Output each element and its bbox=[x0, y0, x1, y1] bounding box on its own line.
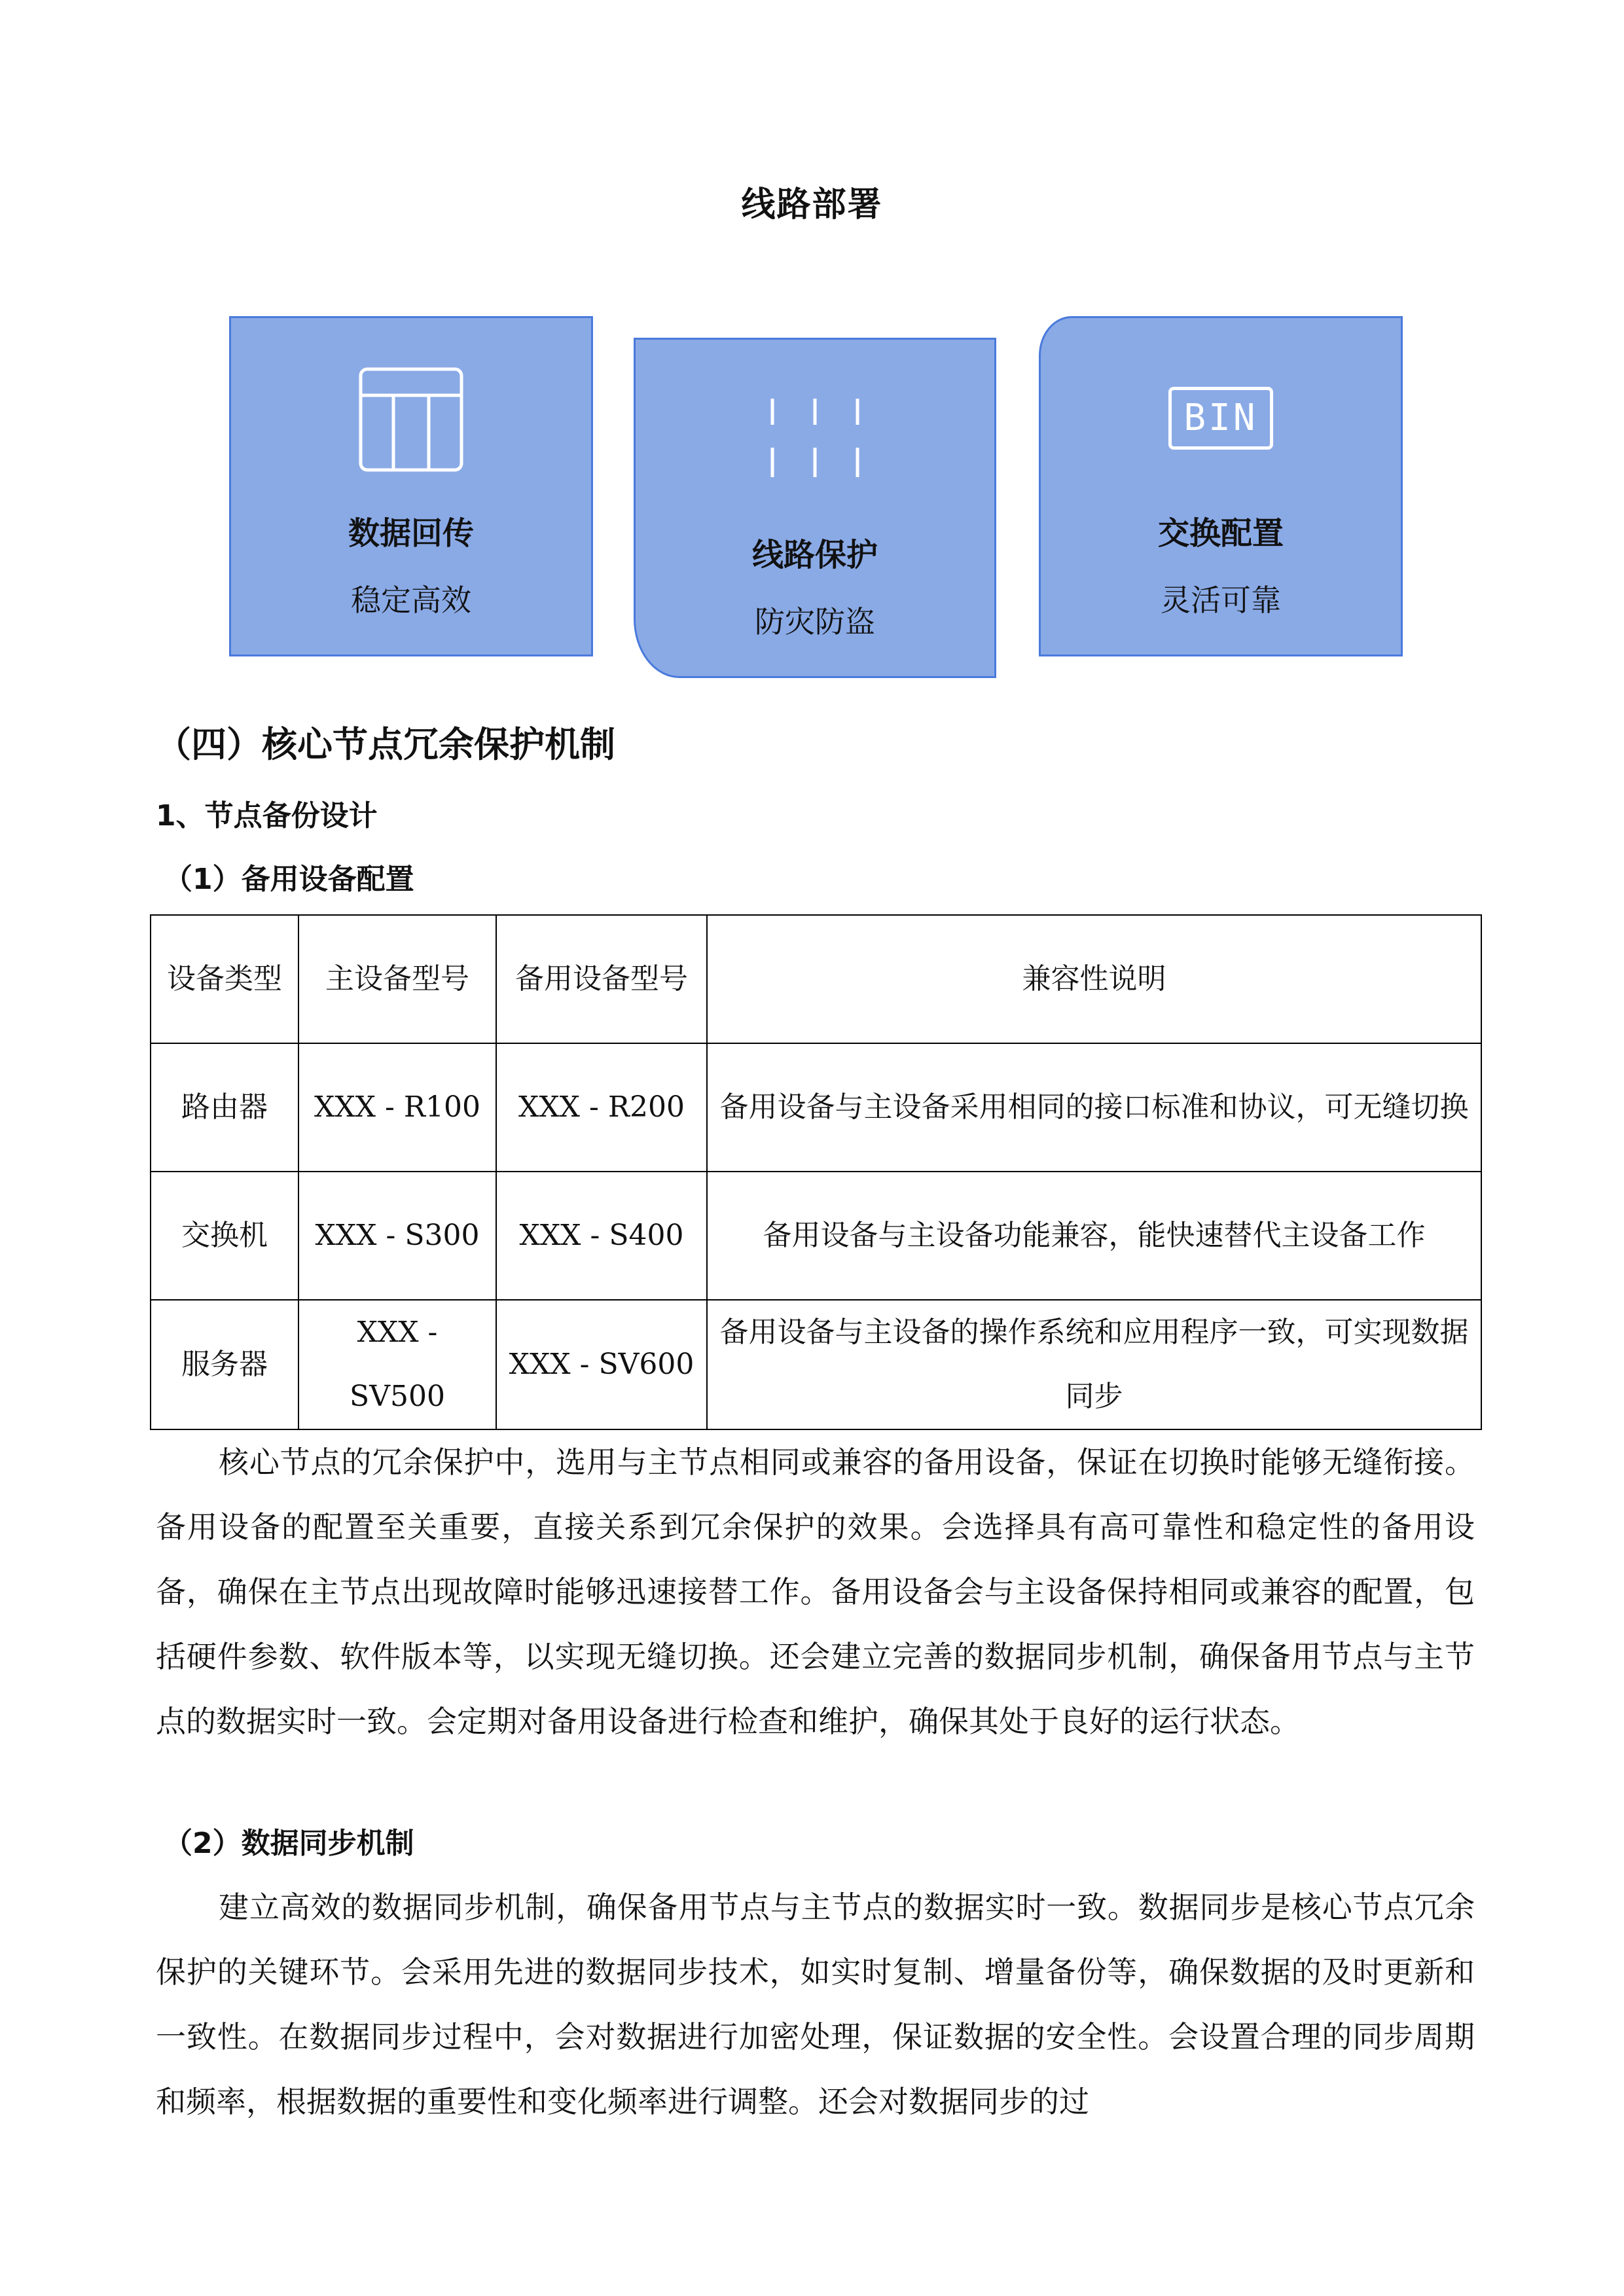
table-row bbox=[151, 1043, 1481, 1172]
table-cell: XXX - R200 bbox=[496, 1043, 707, 1172]
card-title: 数据回传 bbox=[348, 515, 474, 552]
card-title: 线路保护 bbox=[751, 537, 878, 573]
table-cell: 路由器 bbox=[151, 1043, 298, 1172]
section-heading: （四）核心节点冗余保护机制 bbox=[156, 724, 615, 765]
table-header: 备用设备型号 bbox=[496, 915, 707, 1043]
table-header: 设备类型 bbox=[151, 915, 298, 1043]
table-row bbox=[151, 1300, 1481, 1429]
card-title: 交换配置 bbox=[1157, 515, 1284, 552]
table-cell: XXX - S300 bbox=[298, 1172, 496, 1300]
table-cell: 备用设备与主设备功能兼容，能快速替代主设备工作 bbox=[707, 1172, 1481, 1300]
card-subtitle: 防灾防盗 bbox=[755, 604, 875, 639]
card-subtitle: 灵活可靠 bbox=[1161, 583, 1281, 618]
equipment-table bbox=[150, 914, 1482, 1430]
paragraph: 核心节点的冗余保护中，选用与主节点相同或兼容的备用设备，保证在切换时能够无缝衔接。备用设备的配置至关重要，直接关系到冗余保护的效果。会选择具有高可靠性和稳定性的备用设备，确保在主节点出现故障时能够迅速接替工作。备用设备会与主设备保持相同或兼容的配置，包括硬件参数、软件版本等，以实现无缝切换。还会建立完善的数据同步机制，确保备用节点与主节点的数据实时一致。会定期对备用设备进行检查和维护，确保其处于良好的运行状态。 bbox=[156, 1444, 1475, 1739]
subsubsection-heading: （1）备用设备配置 bbox=[164, 863, 414, 896]
table-cell: 服务器 bbox=[151, 1300, 298, 1429]
subsection-heading: 1、节点备份设计 bbox=[156, 799, 378, 833]
paragraph: 建立高效的数据同步机制，确保备用节点与主节点的数据实时一致。数据同步是核心节点冗余保护的关键环节。会采用先进的数据同步技术，如实时复制、增量备份等，确保数据的及时更新和一致性。在数据同步过程中，会对数据进行加密处理，保证数据的安全性。会设置合理的同步周期和频率，根据数据的重要性和变化频率进行调整。还会对数据同步的过 bbox=[156, 1890, 1475, 2119]
card-subtitle: 稳定高效 bbox=[351, 583, 471, 618]
subsubsection-heading: （2）数据同步机制 bbox=[164, 1827, 414, 1860]
card-line-protection bbox=[634, 338, 996, 678]
table-header-row bbox=[151, 915, 1481, 1043]
card-data-return bbox=[229, 316, 593, 656]
table-header: 兼容性说明 bbox=[707, 915, 1481, 1043]
table-cell: XXX - R100 bbox=[298, 1043, 496, 1172]
table-layout-icon bbox=[355, 364, 467, 475]
table-cell: 交换机 bbox=[151, 1172, 298, 1300]
vertical-lines-icon bbox=[759, 392, 871, 484]
table-row bbox=[151, 1172, 1481, 1300]
table-header: 主设备型号 bbox=[298, 915, 496, 1043]
bin-icon: BIN bbox=[1168, 387, 1273, 450]
figure-title: 线路部署 bbox=[741, 185, 883, 224]
table-cell: XXX - SV600 bbox=[496, 1300, 707, 1429]
table-cell: 备用设备与主设备的操作系统和应用程序一致，可实现数据同步 bbox=[707, 1300, 1481, 1429]
table-cell: XXX - S400 bbox=[496, 1172, 707, 1300]
table-cell: XXX - SV500 bbox=[298, 1300, 496, 1429]
card-exchange-config bbox=[1039, 316, 1403, 656]
table-cell: 备用设备与主设备采用相同的接口标准和协议，可无缝切换 bbox=[707, 1043, 1481, 1172]
